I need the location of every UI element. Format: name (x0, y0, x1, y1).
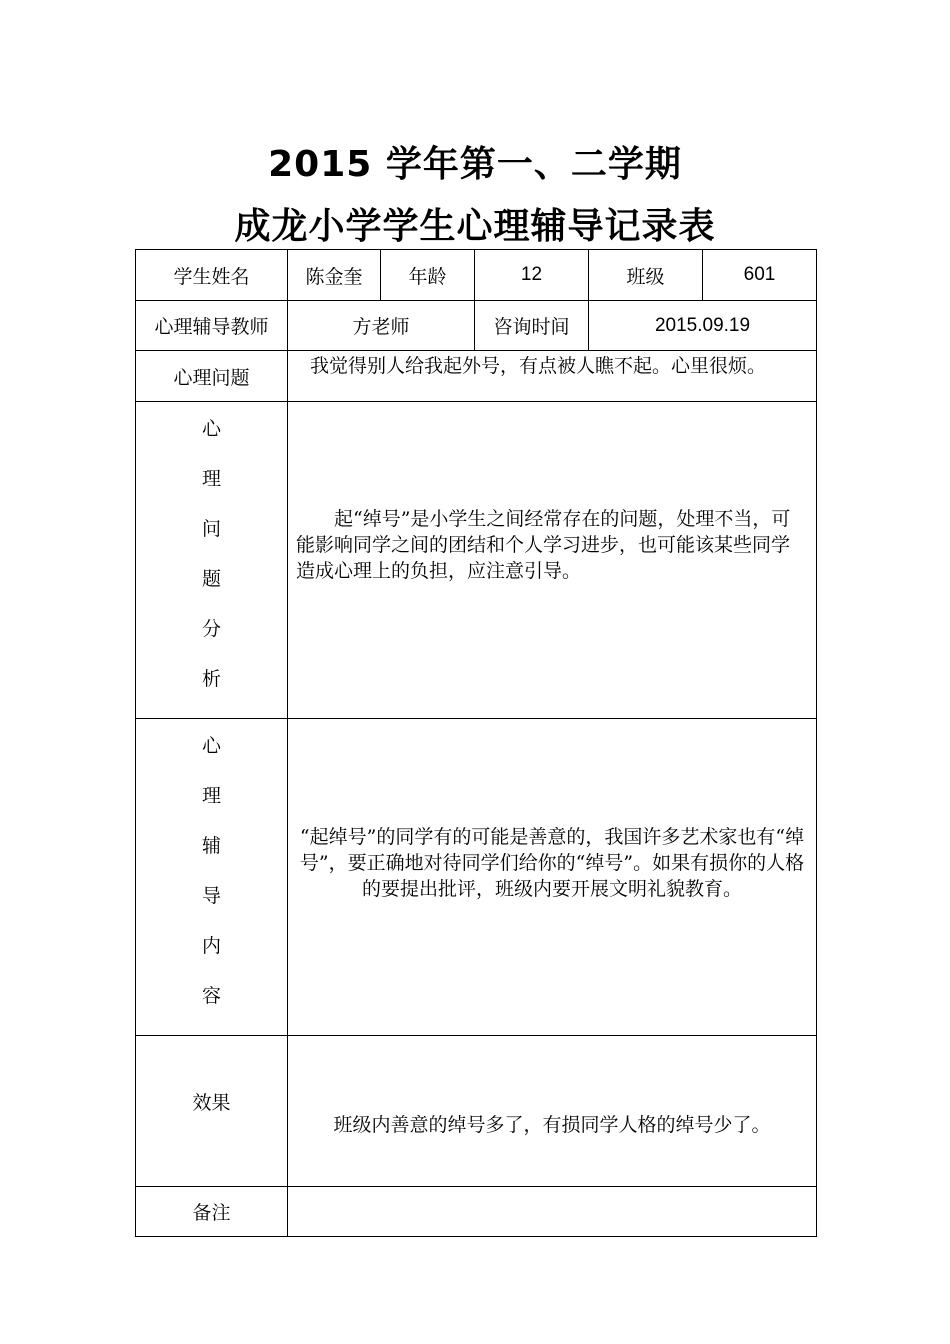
guidance-text: “起绰号”的同学有的可能是善意的，我国许多艺术家也有“绰号”，要正确地对待同学们给你的“绰号”。如果有损你的人格的要提出批评，班级内要开展文明礼貌教育。 (299, 826, 805, 900)
row-remarks (136, 1187, 817, 1237)
row-student-info (136, 250, 817, 301)
guidance-label-char: 心 (201, 735, 221, 757)
record-table (135, 249, 817, 1237)
row-analysis (136, 402, 817, 719)
analysis-label-char: 问 (201, 518, 221, 540)
guidance-label-char: 辅 (201, 835, 221, 857)
title-line-1: 2015 学年第一、二学期 (268, 144, 682, 185)
teacher-value: 方老师 (288, 301, 475, 351)
guidance-label-char: 理 (201, 785, 221, 807)
problem-text: 我觉得别人给我起外号，有点被人瞧不起。心里很烦。 (288, 351, 817, 402)
problem-label: 心理问题 (136, 351, 288, 402)
student-name-label: 学生姓名 (136, 250, 288, 301)
consult-time-value: 2015.09.19 (589, 301, 817, 351)
guidance-label-char: 内 (201, 935, 221, 957)
remarks-value (288, 1187, 817, 1237)
analysis-label-char: 心 (201, 418, 221, 440)
analysis-label (136, 402, 288, 719)
analysis-cell (288, 402, 817, 719)
guidance-label (136, 719, 288, 1036)
row-guidance (136, 719, 817, 1036)
analysis-text: 起“绰号”是小学生之间经常存在的问题，处理不当，可能影响同学之间的团结和个人学习进步，也可能该某些同学造成心理上的负担，应注意引导。 (296, 508, 791, 582)
age-label: 年龄 (381, 250, 475, 301)
teacher-label: 心理辅导教师 (136, 301, 288, 351)
guidance-label-char: 导 (201, 885, 221, 907)
class-value: 601 (703, 250, 817, 301)
title-line-2: 成龙小学学生心理辅导记录表 (234, 206, 716, 247)
consult-time-label: 咨询时间 (475, 301, 589, 351)
guidance-label-char: 容 (201, 985, 221, 1007)
effect-label: 效果 (136, 1036, 288, 1187)
row-effect (136, 1036, 817, 1187)
class-label: 班级 (589, 250, 703, 301)
student-name-value: 陈金奎 (288, 250, 381, 301)
age-value: 12 (475, 250, 589, 301)
analysis-label-char: 理 (201, 468, 221, 490)
row-teacher-info (136, 301, 817, 351)
analysis-label-char: 题 (201, 568, 221, 590)
analysis-label-char: 析 (201, 668, 221, 690)
effect-text: 班级内善意的绰号多了，有损同学人格的绰号少了。 (288, 1036, 817, 1187)
row-problem (136, 351, 817, 402)
remarks-label: 备注 (136, 1187, 288, 1237)
guidance-cell (288, 719, 817, 1036)
analysis-label-char: 分 (201, 618, 221, 640)
